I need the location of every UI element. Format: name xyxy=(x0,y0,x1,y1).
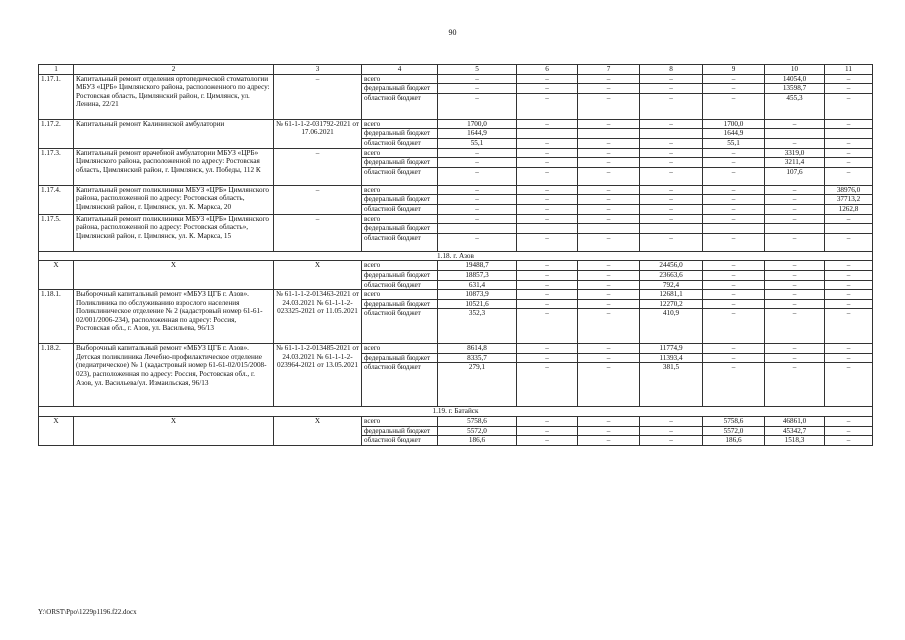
cell: – xyxy=(640,138,703,148)
cell: – xyxy=(438,84,517,94)
object-name: Капитальный ремонт поликлиники МБУЗ «ЦРБ» Цимлянского района, расположенной по адресу: Ростовская область», Цимлянский район, г. Цимлянск, ул. К. Маркса, 15 xyxy=(74,214,274,251)
cell: – xyxy=(825,261,873,271)
section-title: 1.19. г. Батайск xyxy=(39,407,873,417)
cell: – xyxy=(517,158,578,168)
object-name: Капитальный ремонт врачебной амбулатории МБУЗ «ЦРБ» Цимлянского района, расположенной по адресу: Ростовская область, Цимлянский район, г. Цимлянск, ул. Победы, 112 К xyxy=(74,148,274,185)
x-mark: X xyxy=(74,261,274,290)
budget-label: федеральный бюджет xyxy=(362,270,438,280)
cell: – xyxy=(578,158,640,168)
col-header: 8 xyxy=(640,65,703,75)
cell: – xyxy=(578,280,640,290)
cell: 1700,0 xyxy=(703,119,765,129)
row-number: 1.18.2. xyxy=(39,344,74,407)
cell: 55,1 xyxy=(438,138,517,148)
budget-label: областной бюджет xyxy=(362,138,438,148)
cell: – xyxy=(825,290,873,300)
cell: – xyxy=(703,344,765,354)
object-name: Капитальный ремонт Калининской амбулатории xyxy=(74,119,274,148)
cell: 19488,7 xyxy=(438,261,517,271)
cell: – xyxy=(825,74,873,84)
x-mark: X xyxy=(39,417,74,446)
budget-label: всего xyxy=(362,417,438,427)
cell: – xyxy=(578,148,640,158)
cell: – xyxy=(517,119,578,129)
cell xyxy=(765,129,825,139)
doc-ref: – xyxy=(274,148,362,185)
cell: – xyxy=(825,270,873,280)
cell: 5572,0 xyxy=(703,426,765,436)
cell xyxy=(640,224,703,234)
cell: – xyxy=(765,353,825,363)
cell: – xyxy=(640,93,703,119)
cell: – xyxy=(438,74,517,84)
budget-label: областной бюджет xyxy=(362,309,438,344)
col-header: 2 xyxy=(74,65,274,75)
cell: 10521,6 xyxy=(438,299,517,309)
cell: 14054,0 xyxy=(765,74,825,84)
cell: – xyxy=(825,119,873,129)
budget-label: федеральный бюджет xyxy=(362,84,438,94)
cell: – xyxy=(517,417,578,427)
cell: – xyxy=(578,299,640,309)
cell: – xyxy=(578,214,640,224)
cell: – xyxy=(640,195,703,205)
budget-label: федеральный бюджет xyxy=(362,158,438,168)
cell: – xyxy=(517,299,578,309)
budget-label: всего xyxy=(362,214,438,224)
cell: 5572,0 xyxy=(438,426,517,436)
cell: 45342,7 xyxy=(765,426,825,436)
cell: – xyxy=(517,74,578,84)
doc-ref: № 61-1-1-2-013485-2021 от 24.03.2021 № 61-1-1-2-023964-2021 от 13.05.2021 xyxy=(274,344,362,407)
cell: – xyxy=(765,119,825,129)
cell: 455,3 xyxy=(765,93,825,119)
cell xyxy=(517,129,578,139)
cell: – xyxy=(825,158,873,168)
cell: – xyxy=(765,270,825,280)
cell: – xyxy=(703,353,765,363)
column-number-row xyxy=(39,65,873,75)
cell: – xyxy=(578,436,640,446)
cell: – xyxy=(640,417,703,427)
cell: – xyxy=(517,167,578,185)
cell: – xyxy=(517,309,578,344)
budget-label: федеральный бюджет xyxy=(362,129,438,139)
cell: – xyxy=(703,148,765,158)
cell: – xyxy=(825,353,873,363)
cell: – xyxy=(438,233,517,251)
budget-label: областной бюджет xyxy=(362,204,438,214)
row-number: 1.17.1. xyxy=(39,74,74,119)
cell: – xyxy=(765,204,825,214)
cell: – xyxy=(438,158,517,168)
cell: – xyxy=(578,119,640,129)
cell: – xyxy=(703,233,765,251)
budget-label: областной бюджет xyxy=(362,167,438,185)
cell: – xyxy=(703,299,765,309)
cell: – xyxy=(825,417,873,427)
section-row xyxy=(39,407,873,417)
cell: – xyxy=(703,204,765,214)
cell: 10873,9 xyxy=(438,290,517,300)
x-mark: X xyxy=(74,417,274,446)
cell: 46861,0 xyxy=(765,417,825,427)
cell: – xyxy=(517,290,578,300)
cell xyxy=(578,129,640,139)
cell: – xyxy=(517,195,578,205)
cell xyxy=(765,224,825,234)
cell: – xyxy=(438,195,517,205)
cell: – xyxy=(703,74,765,84)
cell xyxy=(438,224,517,234)
cell: – xyxy=(825,363,873,407)
doc-ref: – xyxy=(274,74,362,119)
cell: – xyxy=(640,185,703,195)
cell: – xyxy=(517,185,578,195)
table-row xyxy=(39,148,873,158)
cell: – xyxy=(517,93,578,119)
cell: – xyxy=(578,309,640,344)
cell: – xyxy=(703,195,765,205)
cell: 1700,0 xyxy=(438,119,517,129)
cell: – xyxy=(438,204,517,214)
object-name: Капитальный ремонт отделения ортопедической стоматологии МБУЗ «ЦРБ» Цимлянского района, расположенного по адресу: Ростовская область, Цимлянский район, г. Цимлянск, ул. Ленина, 22/21 xyxy=(74,74,274,119)
cell: – xyxy=(578,290,640,300)
cell xyxy=(640,129,703,139)
cell: – xyxy=(578,167,640,185)
cell: – xyxy=(578,204,640,214)
budget-label: федеральный бюджет xyxy=(362,426,438,436)
table-row xyxy=(39,261,873,271)
cell: – xyxy=(825,280,873,290)
budget-label: всего xyxy=(362,148,438,158)
table-row xyxy=(39,417,873,427)
cell: 13598,7 xyxy=(765,84,825,94)
cell: 279,1 xyxy=(438,363,517,407)
cell: 11393,4 xyxy=(640,353,703,363)
cell: 1644,9 xyxy=(438,129,517,139)
cell: – xyxy=(578,233,640,251)
cell: – xyxy=(640,158,703,168)
cell: – xyxy=(517,270,578,280)
cell: – xyxy=(703,93,765,119)
cell: 381,5 xyxy=(640,363,703,407)
budget-label: федеральный бюджет xyxy=(362,299,438,309)
table-row xyxy=(39,214,873,224)
cell: – xyxy=(517,214,578,224)
budget-label: областной бюджет xyxy=(362,280,438,290)
cell: – xyxy=(825,84,873,94)
cell: – xyxy=(517,426,578,436)
cell: 186,6 xyxy=(703,436,765,446)
budget-label: федеральный бюджет xyxy=(362,353,438,363)
cell: – xyxy=(640,74,703,84)
cell: 186,6 xyxy=(438,436,517,446)
table-row xyxy=(39,74,873,84)
cell: – xyxy=(517,280,578,290)
cell: – xyxy=(438,93,517,119)
budget-label: областной бюджет xyxy=(362,436,438,446)
cell: 11774,9 xyxy=(640,344,703,354)
cell: – xyxy=(703,261,765,271)
footer-file-path: Y:\ORST\Ppo\1229p1196.f22.docx xyxy=(38,608,137,616)
object-name: Выборочный капитальный ремонт «МБУЗ ЦГБ г. Азов». Детская поликлиника Лечебно-профилактическое отделение (педиатрическое) № 1 (кадастровый номер 61-61-02/015/2008-023), расположенная по адресу: Россия, Ростовская обл., г. Азов, ул. Васильева/ул. Измаильская, 96/13 xyxy=(74,344,274,407)
row-number: 1.17.3. xyxy=(39,148,74,185)
cell: 12270,2 xyxy=(640,299,703,309)
cell: – xyxy=(517,233,578,251)
cell: 1644,9 xyxy=(703,129,765,139)
cell: 12681,1 xyxy=(640,290,703,300)
col-header: 4 xyxy=(362,65,438,75)
cell: – xyxy=(438,148,517,158)
budget-label: всего xyxy=(362,74,438,84)
object-name: Выборочный капитальный ремонт «МБУЗ ЦГБ г. Азов». Поликлиника по обслуживанию взрослого населения Поликлиническое отделение № 2 (кадастровый номер 61-61-02/001/2006-234), расположенная по адресу: Россия, Ростовская обл., г. Азов, ул. Васильева, 96/13 xyxy=(74,290,274,344)
budget-label: всего xyxy=(362,290,438,300)
cell: – xyxy=(825,309,873,344)
cell: – xyxy=(825,436,873,446)
cell: – xyxy=(825,214,873,224)
cell: – xyxy=(578,417,640,427)
col-header: 6 xyxy=(517,65,578,75)
cell: – xyxy=(703,280,765,290)
cell: – xyxy=(578,74,640,84)
cell: 410,9 xyxy=(640,309,703,344)
table-row xyxy=(39,344,873,354)
cell: 55,1 xyxy=(703,138,765,148)
x-mark: X xyxy=(274,417,362,446)
section-row xyxy=(39,251,873,261)
cell: – xyxy=(825,426,873,436)
cell: – xyxy=(578,93,640,119)
budget-label: областной бюджет xyxy=(362,233,438,251)
cell: – xyxy=(517,344,578,354)
cell: – xyxy=(578,270,640,280)
budget-label: областной бюджет xyxy=(362,363,438,407)
cell: – xyxy=(578,353,640,363)
cell: – xyxy=(640,426,703,436)
cell: – xyxy=(825,233,873,251)
col-header: 10 xyxy=(765,65,825,75)
cell: – xyxy=(703,363,765,407)
cell: – xyxy=(640,84,703,94)
cell: – xyxy=(640,119,703,129)
doc-ref: № 61-1-1-2-031792-2021 от 17.06.2021 xyxy=(274,119,362,148)
cell: – xyxy=(578,138,640,148)
cell: – xyxy=(765,309,825,344)
cell: – xyxy=(640,148,703,158)
cell: – xyxy=(578,261,640,271)
cell: – xyxy=(765,299,825,309)
table-row xyxy=(39,290,873,300)
cell xyxy=(578,224,640,234)
cell: 8335,7 xyxy=(438,353,517,363)
cell: – xyxy=(825,299,873,309)
cell: – xyxy=(703,167,765,185)
cell: – xyxy=(438,214,517,224)
row-number: 1.17.2. xyxy=(39,119,74,148)
col-header: 1 xyxy=(39,65,74,75)
cell: – xyxy=(517,363,578,407)
budget-label: всего xyxy=(362,119,438,129)
cell: 792,4 xyxy=(640,280,703,290)
col-header: 7 xyxy=(578,65,640,75)
cell: 1262,8 xyxy=(825,204,873,214)
cell: – xyxy=(765,261,825,271)
budget-label: федеральный бюджет xyxy=(362,224,438,234)
cell: – xyxy=(765,195,825,205)
col-header: 5 xyxy=(438,65,517,75)
cell: – xyxy=(517,84,578,94)
cell: – xyxy=(765,363,825,407)
cell: – xyxy=(703,270,765,280)
section-title: 1.18. г. Азов xyxy=(39,251,873,261)
row-number: 1.18.1. xyxy=(39,290,74,344)
x-mark: X xyxy=(274,261,362,290)
cell: – xyxy=(825,138,873,148)
cell: 5758,6 xyxy=(438,417,517,427)
cell: – xyxy=(765,290,825,300)
cell: 38976,0 xyxy=(825,185,873,195)
x-mark: X xyxy=(39,261,74,290)
cell: – xyxy=(640,233,703,251)
cell: – xyxy=(517,138,578,148)
cell: – xyxy=(517,353,578,363)
cell: 1518,3 xyxy=(765,436,825,446)
budget-label: федеральный бюджет xyxy=(362,195,438,205)
cell: – xyxy=(578,195,640,205)
cell: – xyxy=(517,436,578,446)
cell: – xyxy=(703,158,765,168)
budget-label: всего xyxy=(362,185,438,195)
cell: 23663,6 xyxy=(640,270,703,280)
cell: 37713,2 xyxy=(825,195,873,205)
cell: 631,4 xyxy=(438,280,517,290)
cell xyxy=(517,224,578,234)
table-row xyxy=(39,185,873,195)
cell: – xyxy=(578,344,640,354)
row-number: 1.17.4. xyxy=(39,185,74,214)
col-header: 11 xyxy=(825,65,873,75)
cell: 3211,4 xyxy=(765,158,825,168)
cell: – xyxy=(438,167,517,185)
cell: 107,6 xyxy=(765,167,825,185)
cell: – xyxy=(578,426,640,436)
cell: – xyxy=(825,93,873,119)
col-header: 3 xyxy=(274,65,362,75)
cell: – xyxy=(578,363,640,407)
cell: – xyxy=(703,84,765,94)
cell: – xyxy=(703,214,765,224)
cell: – xyxy=(640,214,703,224)
cell: 8614,8 xyxy=(438,344,517,354)
doc-ref: – xyxy=(274,185,362,214)
cell: 3319,0 xyxy=(765,148,825,158)
cell: – xyxy=(765,233,825,251)
budget-label: областной бюджет xyxy=(362,93,438,119)
cell: – xyxy=(825,148,873,158)
cell: – xyxy=(765,185,825,195)
cell: – xyxy=(765,344,825,354)
cell: – xyxy=(703,309,765,344)
cell: – xyxy=(765,138,825,148)
cell: – xyxy=(825,167,873,185)
page-number: 90 xyxy=(448,28,457,37)
cell: – xyxy=(640,204,703,214)
budget-table xyxy=(38,64,873,446)
cell: – xyxy=(640,436,703,446)
cell: – xyxy=(765,280,825,290)
cell: – xyxy=(640,167,703,185)
cell: – xyxy=(578,185,640,195)
cell: – xyxy=(703,290,765,300)
cell: 18857,3 xyxy=(438,270,517,280)
cell: – xyxy=(517,204,578,214)
cell: 352,3 xyxy=(438,309,517,344)
col-header: 9 xyxy=(703,65,765,75)
cell: – xyxy=(703,185,765,195)
cell: – xyxy=(765,214,825,224)
cell: – xyxy=(578,84,640,94)
budget-label: всего xyxy=(362,344,438,354)
cell: 5758,6 xyxy=(703,417,765,427)
cell: – xyxy=(517,148,578,158)
table-row xyxy=(39,119,873,129)
cell xyxy=(825,129,873,139)
cell: – xyxy=(825,344,873,354)
cell xyxy=(703,224,765,234)
row-number: 1.17.5. xyxy=(39,214,74,251)
doc-ref: – xyxy=(274,214,362,251)
budget-label: всего xyxy=(362,261,438,271)
object-name: Капитальный ремонт поликлиники МБУЗ «ЦРБ» Цимлянского района, расположенной по адресу: Ростовская область, Цимлянский район, г. Цимлянск, ул. К. Маркса, 20 xyxy=(74,185,274,214)
cell: 24456,0 xyxy=(640,261,703,271)
cell xyxy=(825,224,873,234)
cell: – xyxy=(517,261,578,271)
cell: – xyxy=(438,185,517,195)
doc-ref: № 61-1-1-2-013463-2021 от 24.03.2021 № 61-1-1-2-023325-2021 от 11.05.2021 xyxy=(274,290,362,344)
